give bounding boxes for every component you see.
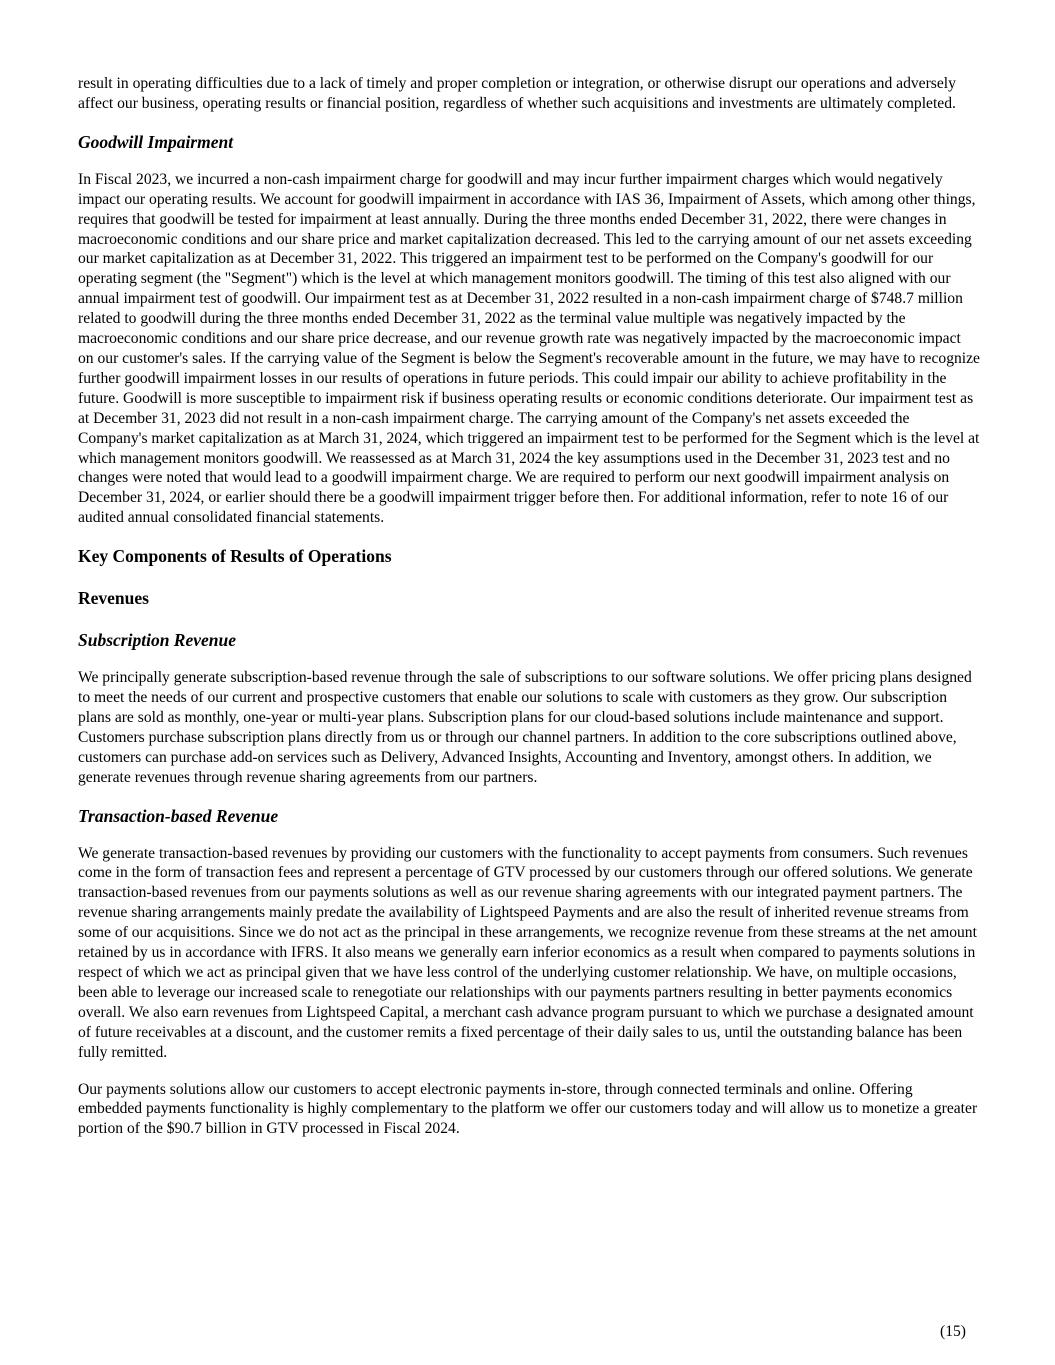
goodwill-impairment-heading: Goodwill Impairment bbox=[78, 131, 234, 152]
document-page bbox=[78, 74, 980, 1139]
page-number: (15) bbox=[940, 1323, 966, 1340]
transaction-revenue-heading: Transaction-based Revenue bbox=[78, 805, 279, 826]
key-components-heading: Key Components of Results of Operations bbox=[78, 546, 392, 567]
subscription-revenue-paragraph: We principally generate subscription-based revenue through the sale of subscriptions to our software solutions. We offer pricing plans designed to meet the needs of our current and prospective customers that enable our solutions to scale with customers as they grow. Our subscription plans are sold as monthly, one-year or multi-year plans. Subscription plans for our cloud-based solutions include maintenance and support. Customers purchase subscription plans directly from us or through our channel partners. In addition to the core subscriptions outlined above, customers can purchase add-on services such as Delivery, Advanced Insights, Accounting and Inventory, amongst others. In addition, we generate revenues through revenue sharing agreements from our partners. bbox=[78, 669, 972, 786]
transaction-revenue-paragraph-1: We generate transaction-based revenues by providing our customers with the functionality to accept payments from consumers. Such revenues come in the form of transaction fees and represent a percentage of GTV processed by our customers through our offered solutions. We generate transaction-based revenues from our payments solutions as well as our revenue sharing agreements with our integrated payment partners. The revenue sharing arrangements mainly predate the availability of Lightspeed Payments and are also the result of inherited revenue streams from some of our acquisitions. Since we do not act as the principal in these arrangements, we recognize revenue from these streams at the net amount retained by us in accordance with IFRS. It also means we generally earn inferior economics as a result when compared to payments solutions in respect of which we act as principal given that we have less control of the underlying customer relationship. We have, on multiple occasions, been able to leverage our increased scale to renegotiate our relationships with our payments partners resulting in better payments economics overall. We also earn revenues from Lightspeed Capital, a merchant cash advance program pursuant to which we purchase a designated amount of future receivables at a discount, and the customer remits a fixed percentage of their daily sales to us, until the outstanding balance has been fully remitted. bbox=[78, 844, 977, 1061]
revenues-heading: Revenues bbox=[78, 588, 149, 609]
intro-continuation-paragraph: result in operating difficulties due to a lack of timely and proper completion or integration, or otherwise disrupt our operations and adversely affect our business, operating results or financial position, regardless of whether such acquisitions and investments are ultimately completed. bbox=[78, 75, 956, 112]
subscription-revenue-heading: Subscription Revenue bbox=[78, 630, 237, 651]
transaction-revenue-paragraph-2: Our payments solutions allow our customers to accept electronic payments in-store, through connected terminals and online. Offering embedded payments functionality is highly complementary to the platform we offer our customers today and will allow us to monetize a greater portion of the $90.7 billion in GTV processed in Fiscal 2024. bbox=[78, 1080, 978, 1138]
goodwill-impairment-paragraph: In Fiscal 2023, we incurred a non-cash impairment charge for goodwill and may incur further impairment charges which would negatively impact our operating results. We account for goodwill impairment in accordance with IAS 36, Impairment of Assets, which among other things, requires that goodwill be tested for impairment at least annually. During the three months ended December 31, 2022, there were changes in macroeconomic conditions and our share price and market capitalization decreased. This led to the carrying amount of our net assets exceeding our market capitalization as at December 31, 2022. This triggered an impairment test to be performed on the Company's goodwill for our operating segment (the "Segment") which is the level at which management monitors goodwill. The timing of this test also aligned with our annual impairment test of goodwill. Our impairment test as at December 31, 2022 resulted in a non-cash impairment charge of $748.7 million related to goodwill during the three months ended December 31, 2022 as the terminal value multiple was negatively impacted by the macroeconomic conditions and our share price decrease, and our revenue growth rate was negatively impacted by the macroeconomic impact on our customer's sales. If the carrying value of the Segment is below the Segment's recoverable amount in the future, we may have to recognize further goodwill impairment losses in our results of operations in future periods. This could impair our ability to achieve profitability in the future. Goodwill is more susceptible to impairment risk if business operating results or economic conditions deteriorate. Our impairment test as at December 31, 2023 did not result in a non-cash impairment charge. The carrying amount of the Company's net assets exceeded the Company's market capitalization as at March 31, 2024, which triggered an impairment test to be performed for the Segment which is the level at which management monitors goodwill. We reassessed as at March 31, 2024 the key assumptions used in the December 31, 2023 test and no changes were noted that would lead to a goodwill impairment charge. We are required to perform our next goodwill impairment analysis on December 31, 2024, or earlier should there be a goodwill impairment trigger before then. For additional information, refer to note 16 of our audited annual consolidated financial statements. bbox=[78, 170, 980, 527]
